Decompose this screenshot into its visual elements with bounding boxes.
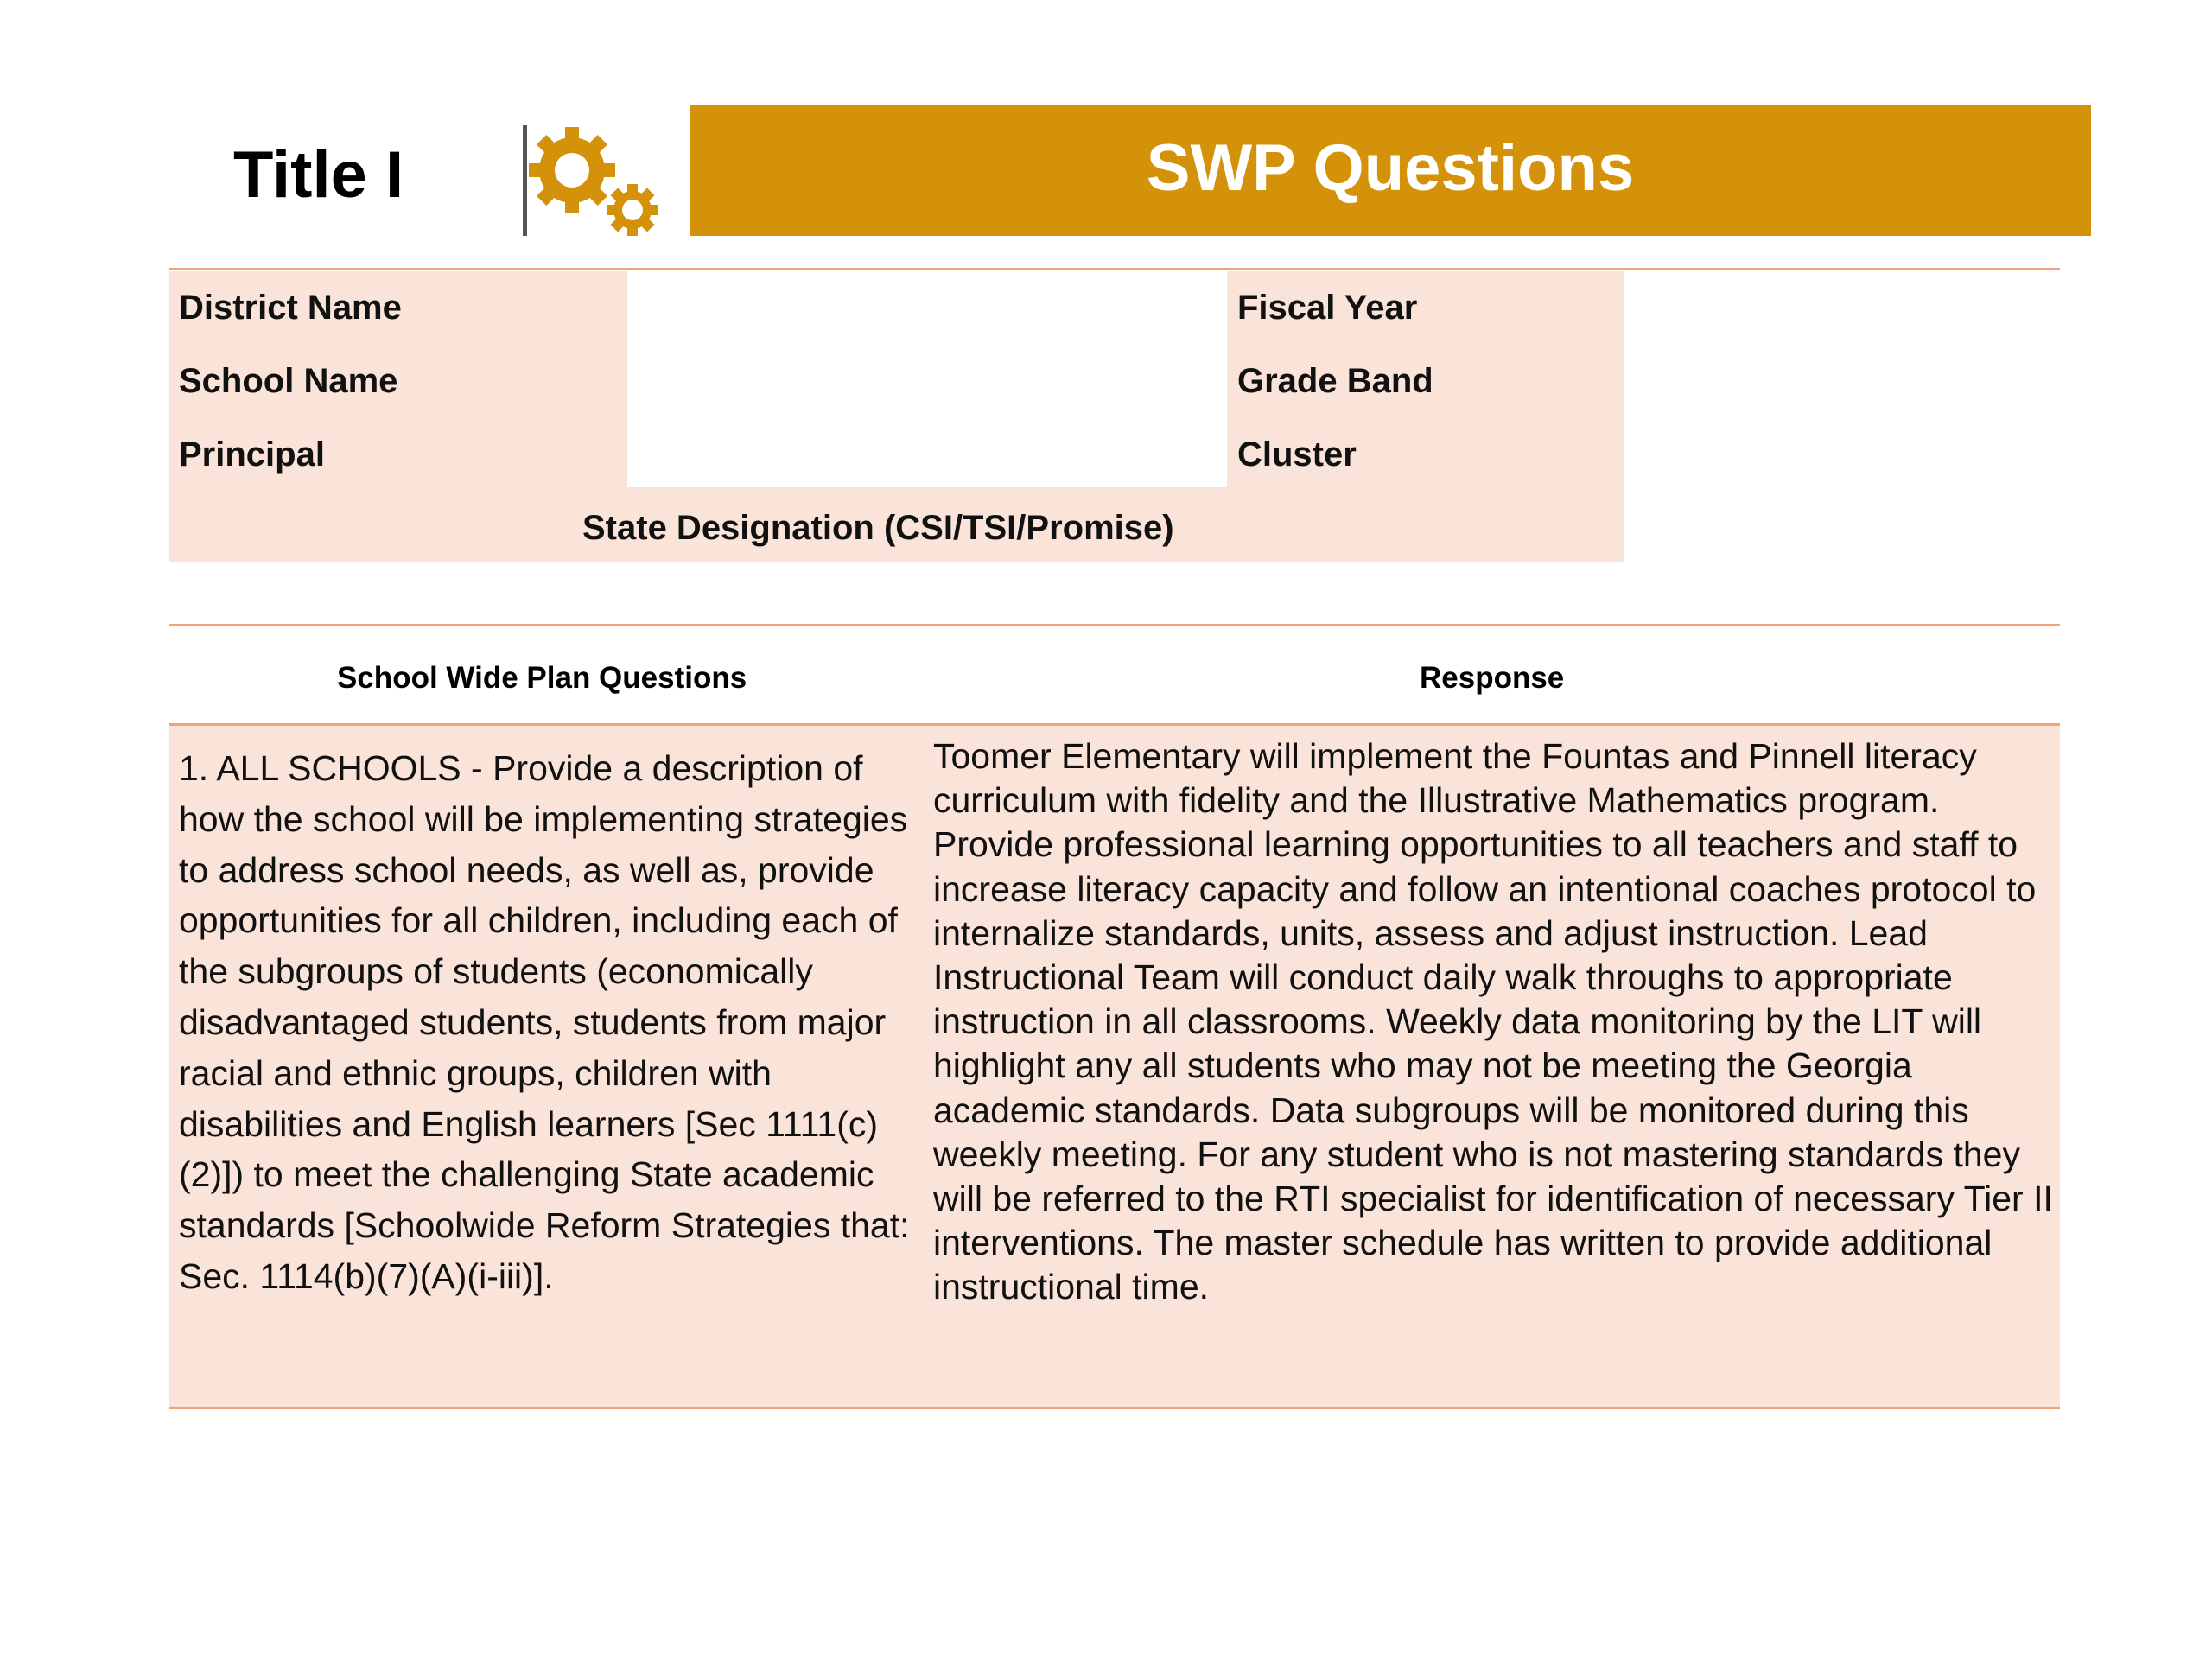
column-header-questions: School Wide Plan Questions bbox=[337, 661, 747, 695]
district-name-label: District Name bbox=[179, 289, 402, 327]
divider-table-top bbox=[169, 624, 2060, 626]
divider-top bbox=[169, 268, 2060, 270]
logo-divider bbox=[523, 125, 527, 236]
school-name-label: School Name bbox=[179, 362, 398, 400]
question-cell: 1. ALL SCHOOLS - Provide a description of how the school will be implementing strategies to address school needs, as well as, provide opportunities for all children, including each of the subgroups of students (economically disadvantaged students, students from major racial and ethnic groups, children with disabilities and English learners [Sec 1111(c)(2)]) to meet the challenging State academic standards [Schoolwide Reform Strategies that: Sec. 1114(b)(7)(A)(i-iii)]. bbox=[179, 748, 910, 1296]
grade-band-label: Grade Band bbox=[1237, 362, 1433, 400]
school-info-value-area bbox=[627, 271, 1227, 487]
page-title: Title I bbox=[233, 138, 404, 212]
large-gear bbox=[529, 127, 615, 213]
title-banner bbox=[690, 105, 2091, 236]
divider-row-bottom bbox=[169, 1407, 2060, 1409]
column-header-response: Response bbox=[1420, 661, 1565, 695]
gears-icon bbox=[518, 125, 665, 238]
response-cell: Toomer Elementary will implement the Fountas and Pinnell literacy curriculum with fidelity and the Illustrative Mathematics program. Provide professional learning opportunities to all teachers and staff to increase literacy capacity and follow an intentional coaches protocol to internalize standards, units, assess and adjust instruction. Lead Instructional Team will conduct daily walk throughs to appropriate instruction in all classrooms. Weekly data monitoring by the LIT will highlight any all students who may not be meeting the Georgia academic standards. Data subgroups will be monitored during this weekly meeting. For any student who is not mastering standards they will be referred to the RTI specialist for identification of necessary Tier II interventions. The master schedule has written to provide additional instructional time. bbox=[933, 736, 2053, 1307]
cluster-label: Cluster bbox=[1237, 435, 1357, 474]
state-designation-label: State Designation (CSI/TSI/Promise) bbox=[582, 509, 1174, 547]
small-gear bbox=[607, 184, 658, 236]
banner-title: SWP Questions bbox=[1146, 131, 1635, 205]
principal-label: Principal bbox=[179, 435, 325, 474]
fiscal-year-label: Fiscal Year bbox=[1237, 289, 1418, 327]
